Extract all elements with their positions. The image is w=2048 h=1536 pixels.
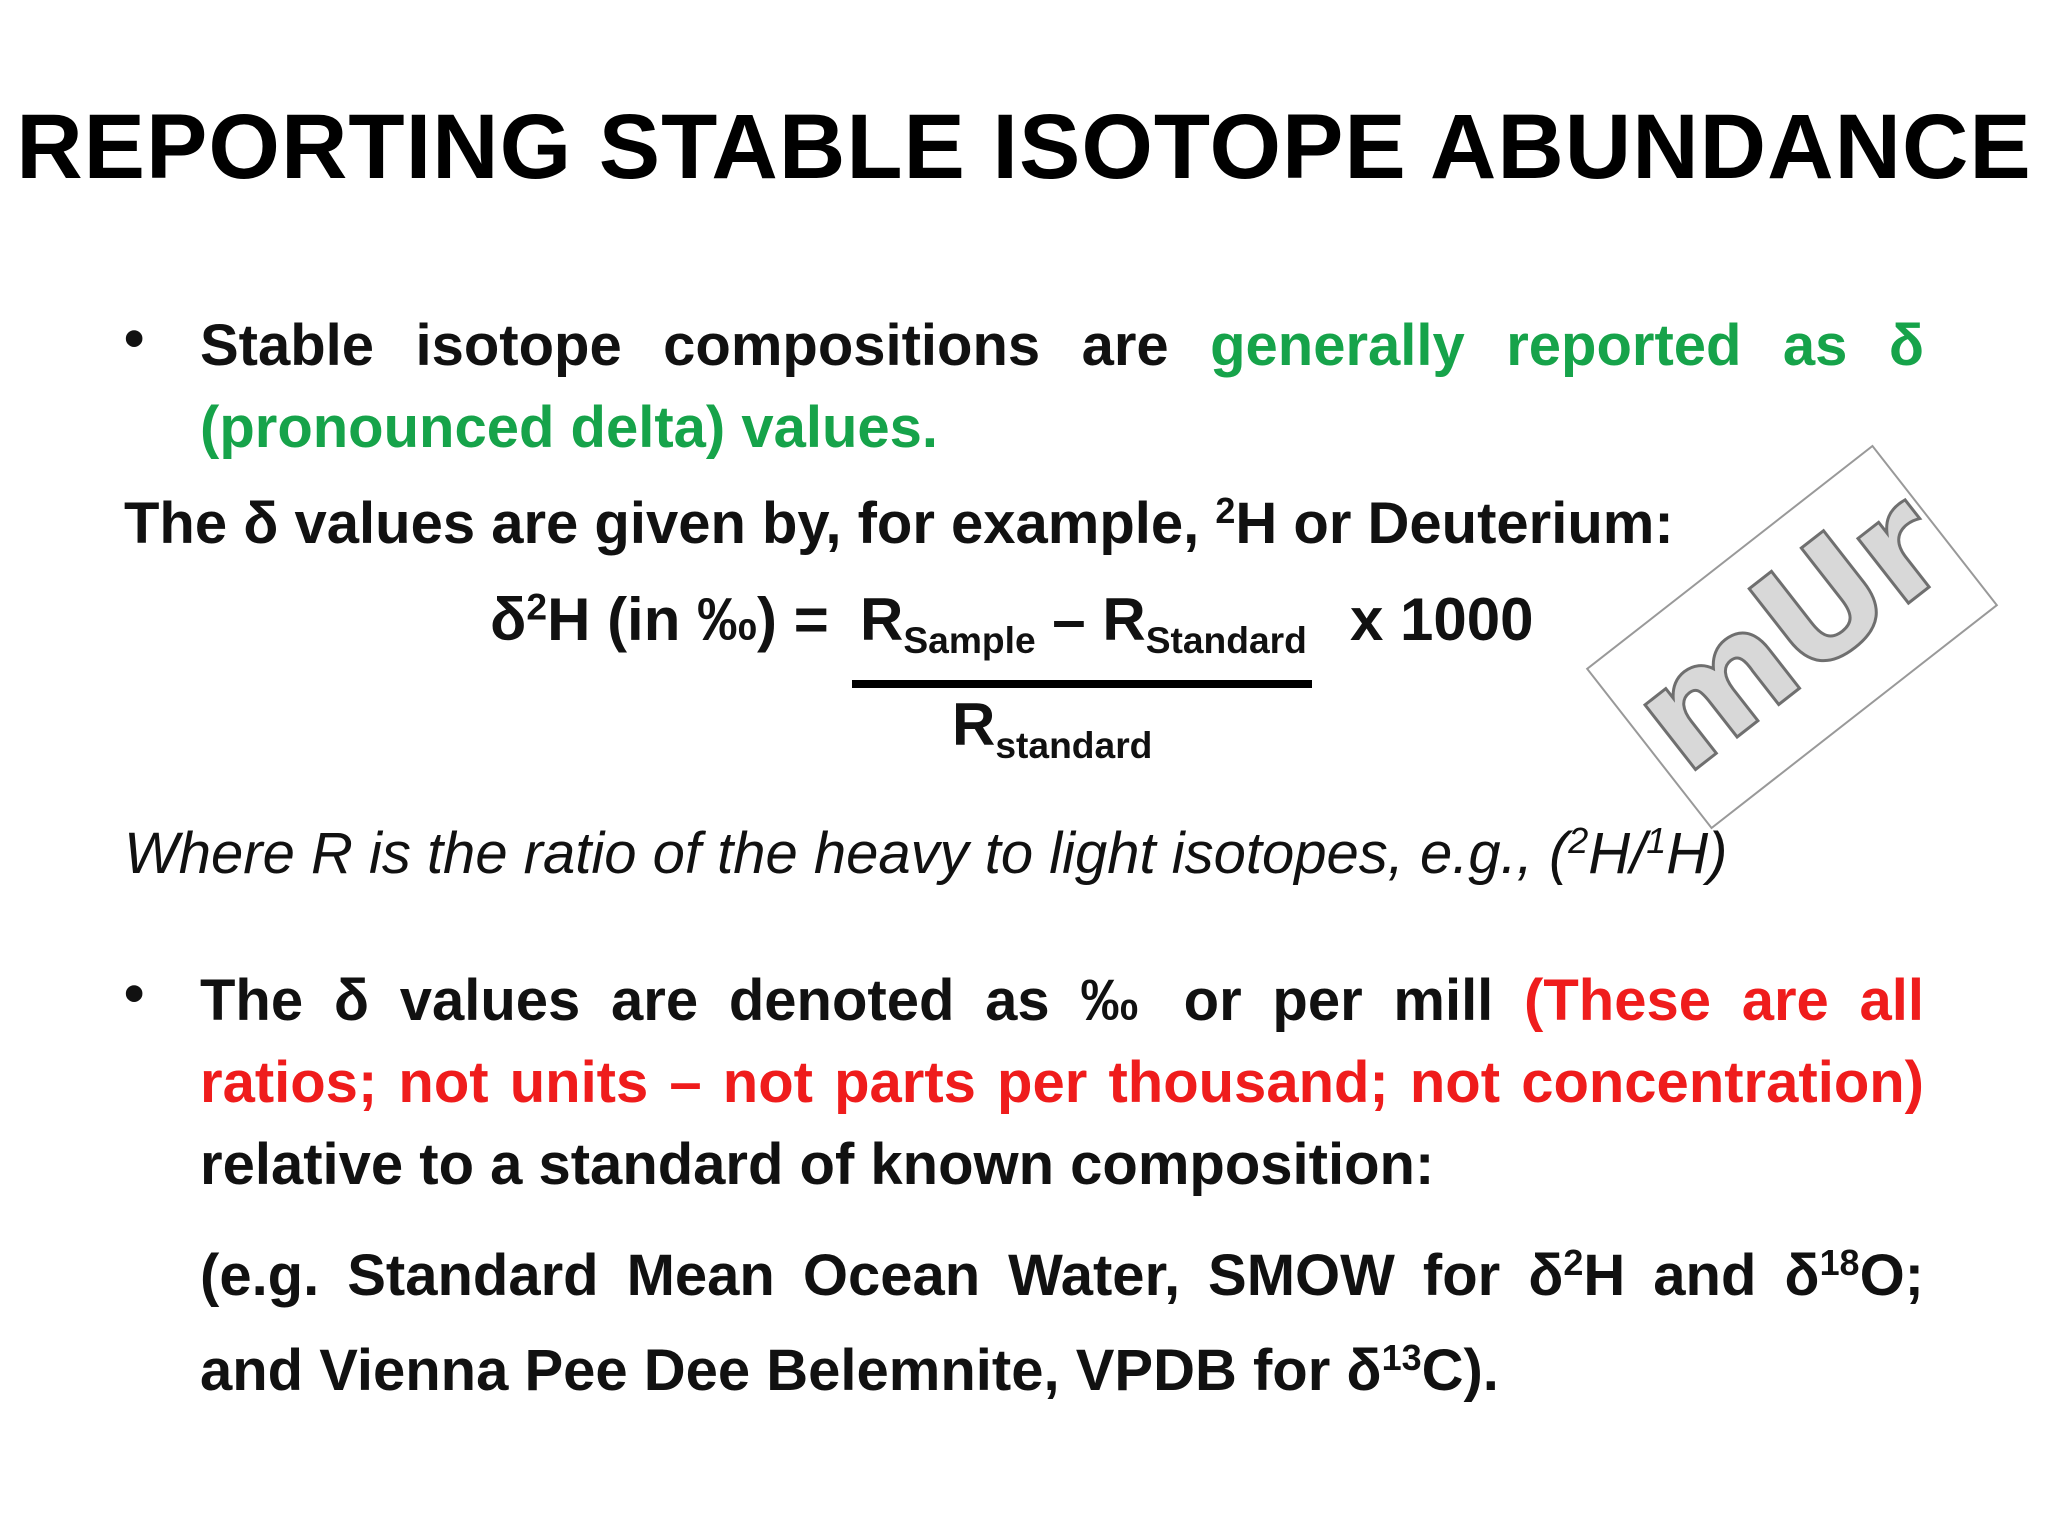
superscript: 1 — [1646, 820, 1667, 862]
superscript: 2 — [1215, 490, 1236, 532]
formula-intro-text-end: H or Deuterium: — [1235, 491, 1674, 556]
minus-sign: – — [1035, 586, 1103, 653]
ratio-symbol: R — [860, 586, 904, 653]
bullet-text-highlight: generally reported as δ (pronounced delta) values. — [200, 313, 1924, 460]
superscript: 13 — [1381, 1336, 1422, 1378]
superscript: 2 — [526, 585, 548, 628]
slide-title: REPORTING STABLE ISOTOPE ABUNDANCE — [16, 96, 2032, 198]
fraction-bar — [852, 680, 1312, 688]
example-text-3: O; and Vienna Pee Dee Belemnite, VPDB for δ — [200, 1242, 1924, 1403]
superscript: 2 — [1563, 1242, 1584, 1283]
bullet-text — [200, 960, 1924, 1206]
formula-numerator — [860, 585, 1307, 662]
watermark-text: mUr — [1600, 459, 1976, 806]
delta-formula — [490, 585, 1590, 775]
standards-example — [124, 1222, 1924, 1402]
standards-example-text — [200, 1222, 1924, 1412]
superscript: 18 — [1819, 1242, 1860, 1283]
subscript: Standard — [1145, 619, 1307, 662]
subscript: Sample — [903, 619, 1036, 662]
bullet-text — [200, 305, 1924, 469]
superscript: 2 — [1568, 820, 1589, 862]
subscript: standard — [995, 724, 1153, 767]
bullet-text-plain-end: relative to a standard of known composition: — [200, 1132, 1435, 1197]
bullet-text-plain: Stable isotope compositions are — [200, 313, 1211, 378]
ratio-definition-text-mid: H/ — [1588, 821, 1647, 886]
bullet-text-plain: The δ values are denoted as ‰ or per mill — [200, 968, 1525, 1033]
example-text-2: H and δ — [1583, 1242, 1820, 1308]
delta-symbol: δ — [490, 586, 527, 653]
example-text-1: (e.g. Standard Mean Ocean Water, SMOW for δ — [200, 1242, 1564, 1308]
ratio-definition-text: Where R is the ratio of the heavy to light isotopes, e.g., ( — [124, 821, 1569, 886]
formula-lhs — [490, 585, 829, 654]
ratio-symbol: R — [952, 691, 996, 758]
ratio-definition — [124, 820, 1727, 887]
formula-intro — [124, 490, 1674, 557]
formula-multiplier: x 1000 — [1350, 586, 1534, 653]
formula-denominator — [952, 690, 1152, 767]
bullet-text-warning: (These are all ratios; not units – not parts per thousand; not concentration) — [200, 968, 1924, 1115]
formula-lhs-text: H (in ‰) = — [547, 586, 829, 653]
ratio-definition-text-end: H) — [1666, 821, 1728, 886]
bullet-marker: • — [124, 306, 145, 371]
bullet-per-mill — [124, 960, 1924, 1220]
example-text-4: C). — [1421, 1337, 1499, 1403]
bullet-marker: • — [124, 961, 145, 1026]
formula-intro-text: The δ values are given by, for example, — [124, 491, 1216, 556]
bullet-delta-values — [124, 305, 1924, 475]
ratio-symbol: R — [1102, 586, 1146, 653]
